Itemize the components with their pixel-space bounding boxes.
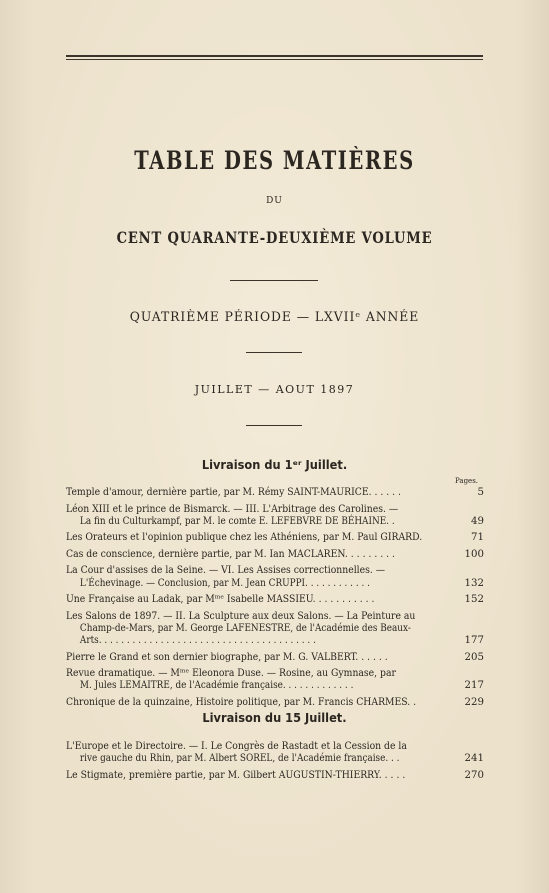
toc-entry-line: Arts. . . . . . . . . . . . . . . . . . . . . . . . . . . . . . . . . . . . . . . — [79, 635, 316, 647]
toc-page-number: 49 — [471, 515, 484, 527]
toc-entry — [66, 697, 484, 709]
toc-page-number: 217 — [464, 680, 484, 692]
divider-rule — [246, 425, 302, 426]
toc-entry — [66, 611, 484, 648]
toc-entry — [66, 487, 484, 499]
toc-entry — [66, 549, 484, 561]
toc-entry — [66, 532, 484, 544]
toc-page-number: 5 — [477, 487, 484, 498]
top-double-rule-thin — [66, 59, 483, 60]
toc-entry-line: L'Europe et le Directoire. — I. Le Congrès de Rastadt et la Cession de la — [66, 741, 407, 752]
toc-entry-line: Le Stigmate, première partie, par M. Gilbert AUGUSTIN-THIERRY. . . . . — [66, 769, 406, 781]
toc-entry — [66, 770, 484, 782]
toc-entry — [66, 594, 484, 606]
toc-entry-line: Revue dramatique. — Mᵐᵉ Eleonora Duse. — Rosine, au Gymnase, par — [66, 668, 396, 680]
toc-entry-line: Temple d'amour, dernière partie, par M. Rémy SAINT-MAURICE. . . . . . — [66, 487, 401, 498]
toc-page-number: 270 — [464, 769, 484, 781]
toc-entry-line: L'Échevinage. — Conclusion, par M. Jean CRUPPI. . . . . . . . . . . . — [79, 577, 370, 589]
section-heading-1: Livraison du 1ᵉʳ Juillet. — [201, 458, 348, 472]
toc-entry — [66, 565, 484, 590]
toc-entry-line: Les Salons de 1897. — II. La Sculpture aux deux Salons. — La Peinture au — [66, 610, 416, 622]
toc-entry-line: Une Française au Ladak, par Mᵐᵉ Isabelle MASSIEU. . . . . . . . . . . — [66, 594, 375, 606]
toc-page-number: 241 — [464, 753, 484, 765]
toc-page-number: 71 — [471, 532, 484, 544]
period-line: QUATRIÈME PÉRIODE — LXVIIᵉ ANNÉE — [129, 310, 420, 325]
toc-entry — [66, 668, 484, 693]
date-line: JUILLET — AOUT 1897 — [194, 383, 355, 396]
toc-entry — [66, 652, 484, 664]
toc-page-number: 205 — [464, 651, 484, 663]
divider-rule — [246, 352, 302, 353]
toc-entry-line: Champ-de-Mars, par M. George LAFENESTRE, de l'Académie des Beaux- — [79, 622, 411, 634]
pages-column-label: Pages. — [455, 477, 479, 485]
toc-entry-line: Pierre le Grand et son dernier biographe, par M. G. VALBERT. . . . . . — [66, 651, 388, 663]
toc-entry — [66, 504, 484, 529]
volume-subtitle: CENT QUARANTE-DEUXIÈME VOLUME — [116, 228, 433, 247]
toc-entry-line: M. Jules LEMAITRE, de l'Académie française. . . . . . . . . . . . . — [79, 680, 354, 692]
toc-page-number: 152 — [464, 594, 484, 606]
toc-entry-line: Chronique de la quinzaine, Histoire politique, par M. Francis CHARMES. . — [66, 697, 417, 708]
toc-entry-line: Les Orateurs et l'opinion publique chez les Athéniens, par M. Paul GIRARD. — [66, 532, 423, 544]
section-heading-2: Livraison du 15 Juillet. — [202, 711, 347, 725]
toc-entry-line: La Cour d'assises de la Seine. — VI. Les Assises correctionnelles. — — [66, 565, 386, 577]
toc-entry-line: Léon XIII et le prince de Bismarck. — III. L'Arbitrage des Carolines. — — [66, 503, 399, 515]
title-connector: DU — [266, 196, 283, 206]
toc-entry-line: rive gauche du Rhin, par M. Albert SOREL, de l'Académie française. . . — [79, 753, 400, 765]
divider-rule — [230, 280, 318, 281]
toc-entry — [66, 741, 484, 766]
toc-page-number: 132 — [464, 577, 484, 589]
toc-page-number: 229 — [464, 697, 484, 708]
toc-page-number: 100 — [464, 548, 484, 560]
top-double-rule — [66, 55, 483, 57]
toc-page-number: 177 — [464, 635, 484, 647]
page-title: TABLE DES MATIÈRES — [134, 146, 415, 175]
toc-entry-line: La fin du Culturkampf, par M. le comte E. LEFEBVRE DE BÉHAINE. . — [79, 515, 395, 527]
toc-entry-line: Cas de conscience, dernière partie, par M. Ian MACLAREN. . . . . . . . . — [66, 548, 395, 560]
